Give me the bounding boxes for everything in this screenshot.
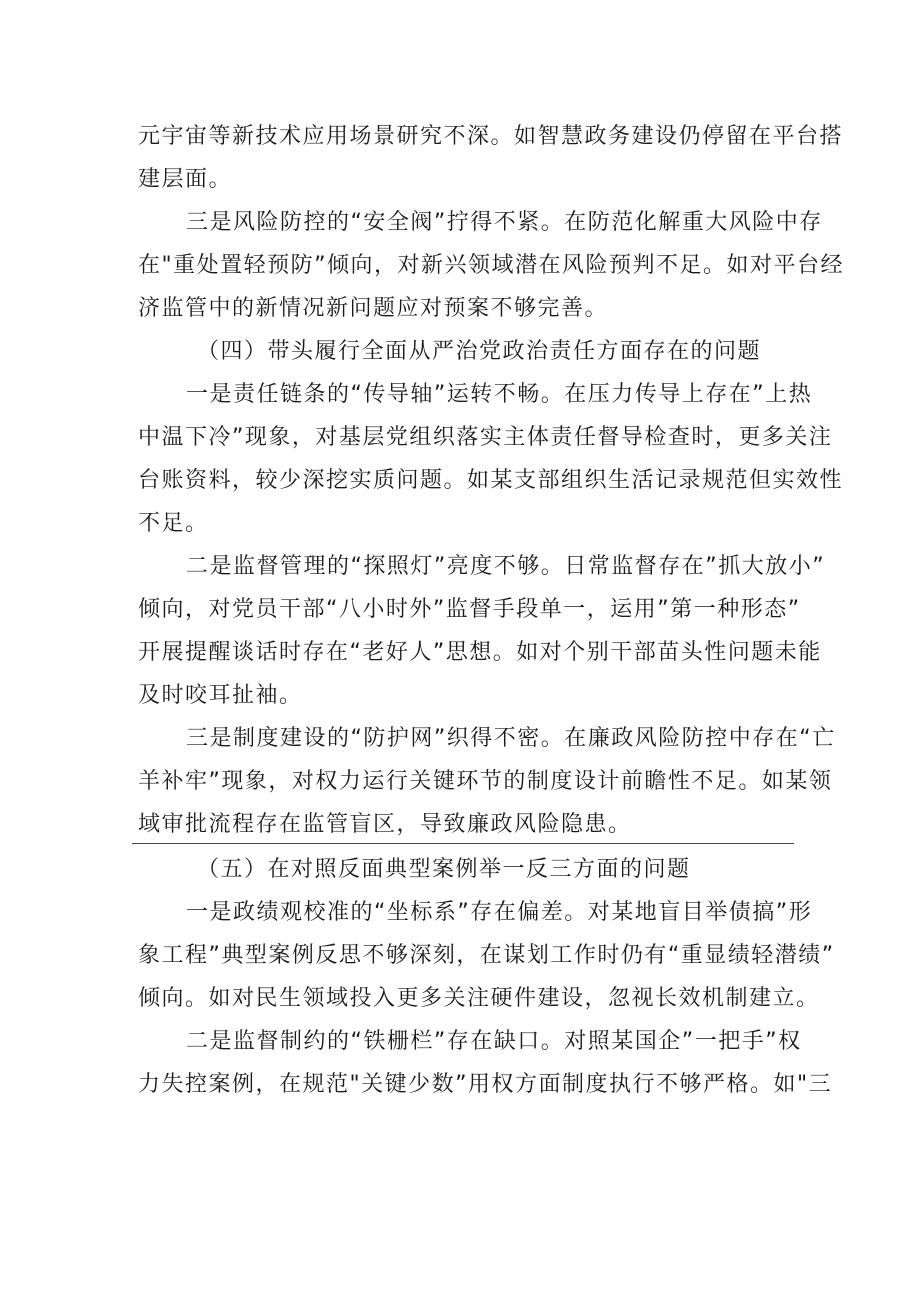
paragraph-line: 域审批流程存在监管盲区，导致廉政风险隐患。 xyxy=(138,812,632,837)
paragraph-line: 建层面。 xyxy=(138,167,233,192)
paragraph-line: 二是监督制约的“铁栅栏”存在缺口。对照某国企”一把手”权 xyxy=(186,1029,802,1054)
paragraph-line: 济监管中的新情况新问题应对预案不够完善。 xyxy=(138,296,609,321)
section-heading: （四）带头履行全面从严治党政治责任方面存在的问题 xyxy=(197,339,762,364)
paragraph-line: 三是风险防控的“安全阀”拧得不紧。在防范化解重大风险中存 xyxy=(186,210,823,235)
paragraph-line: 元宇宙等新技术应用场景研究不深。如智慧政务建设仍停留在平台搭 xyxy=(138,124,844,149)
paragraph-line: 倾向。如对民生领域投入更多关注硬件建设，忽视长效机制建立。 xyxy=(138,986,820,1011)
paragraph-line: 台账资料，较少深挖实质问题。如某支部组织生活记录规范但实效性 xyxy=(138,468,844,493)
paragraph-line: 二是监督管理的“探照灯”亮度不够。日常监督存在”抓大放小” xyxy=(186,554,826,579)
paragraph-line: 三是制度建设的“防护网”织得不密。在廉政风险防控中存在“亡 xyxy=(186,726,836,751)
paragraph-line: 在"重处置轻预防”倾向，对新兴领域潜在风险预判不足。如对平台经 xyxy=(138,253,845,278)
paragraph-line: 象工程”典型案例反思不够深刻，在谋划工作时仍有“重显绩轻潜绩” xyxy=(138,943,835,968)
paragraph-line: 倾向，对党员干部“八小时外”监督手段单一，运用”第一种形态” xyxy=(138,597,801,622)
section-heading: （五）在对照反面典型案例举一反三方面的问题 xyxy=(197,857,691,882)
paragraph-line: 不足。 xyxy=(138,511,209,536)
paragraph-line: 一是责任链条的“传导轴”运转不畅。在压力传导上存在”上热 xyxy=(186,382,813,407)
paragraph-line: 一是政绩观校准的“坐标系”存在偏差。对某地盲目举债搞”形 xyxy=(186,900,813,925)
paragraph-line: 中温下冷”现象，对基层党组织落实主体责任督导检查时，更多关注 xyxy=(138,425,833,450)
paragraph-line: 开展提醒谈话时存在“老好人”思想。如对个别干部苗头性问题未能 xyxy=(138,640,822,665)
paragraph-line: 羊补牢”现象，对权力运行关键环节的制度设计前瞻性不足。如某领 xyxy=(138,769,833,794)
paragraph-line: 力失控案例，在规范"关键少数”用权方面制度执行不够严格。如"三 xyxy=(138,1072,833,1097)
horizontal-rule xyxy=(132,843,794,844)
paragraph-line: 及时咬耳扯袖。 xyxy=(138,683,303,708)
